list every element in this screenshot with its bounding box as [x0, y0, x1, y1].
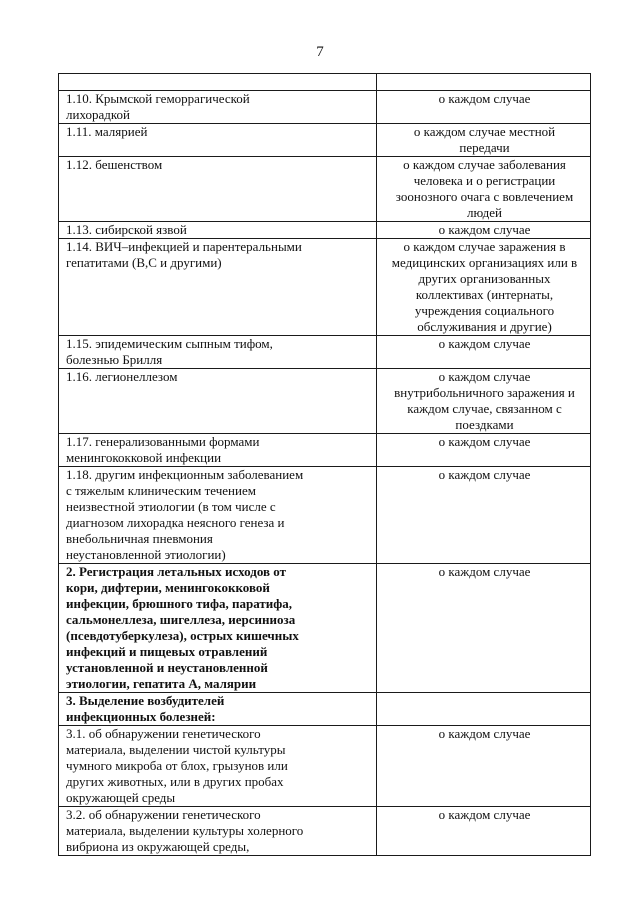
- row-item-text: 1.17. генерализованными формами менингококковой инфекции: [66, 434, 260, 465]
- page-number: 7: [316, 44, 324, 60]
- row-item-cell: [59, 222, 377, 239]
- row-item-cell: [59, 157, 377, 222]
- row-item-cell: [59, 564, 377, 693]
- row-condition-cell: [377, 336, 591, 369]
- row-condition-text: о каждом случае: [438, 564, 531, 579]
- row-item-cell: [59, 726, 377, 807]
- row-item-text: 1.15. эпидемическим сыпным тифом, болезнью Брилля: [66, 336, 273, 367]
- row-condition-text: о каждом случае: [438, 222, 531, 237]
- row-condition-cell: [377, 369, 591, 434]
- row-item-text: 2. Регистрация летальных исходов от кори, дифтерии, менингококковой инфекции, брюшного тифа, паратифа, сальмонеллеза, шигеллеза, иерсиниоза (псевдотуберкулеза), острых кишечных инфекций и пищевых отравлений установленной и неустановленной этиологии, гепатита А, малярии: [66, 564, 299, 691]
- row-condition-cell: [377, 564, 591, 693]
- row-condition-text: о каждом случае: [438, 467, 531, 482]
- row-item-text: 1.16. легионеллезом: [66, 369, 178, 384]
- table-row: [59, 693, 591, 726]
- row-condition-cell: [377, 239, 591, 336]
- row-condition-text: о каждом случае заболевания человека и о регистрации зоонозного очага с вовлечением людей: [395, 157, 574, 220]
- row-condition-cell: [377, 693, 591, 726]
- table-header-row: [59, 74, 591, 91]
- header-cell-right: [377, 74, 591, 91]
- row-condition-text: о каждом случае заражения в медицинских организациях или в других организованных коллективах (интернаты, учреждения социального обслуживания и другие): [391, 239, 578, 334]
- table-row: [59, 157, 591, 222]
- row-item-cell: [59, 434, 377, 467]
- row-condition-cell: [377, 91, 591, 124]
- row-condition-cell: [377, 467, 591, 564]
- table-row: [59, 222, 591, 239]
- table-row: [59, 467, 591, 564]
- row-item-cell: [59, 336, 377, 369]
- table-row: [59, 434, 591, 467]
- row-item-text: 1.14. ВИЧ–инфекцией и парентеральными гепатитами (В,С и другими): [66, 239, 302, 270]
- row-item-text: 3. Выделение возбудителей инфекционных болезней:: [66, 693, 225, 724]
- row-condition-cell: [377, 726, 591, 807]
- table-row: [59, 124, 591, 157]
- reporting-table: [58, 73, 591, 856]
- table-row: [59, 564, 591, 693]
- row-condition-cell: [377, 434, 591, 467]
- row-condition-cell: [377, 124, 591, 157]
- header-cell-left: [59, 74, 377, 91]
- row-condition-text: о каждом случае внутрибольничного заражения и каждом случае, связанном с поездками: [394, 369, 575, 432]
- row-condition-cell: [377, 807, 591, 856]
- row-item-text: 1.18. другим инфекционным заболеванием с тяжелым клиническим течением неизвестной этиологии (в том числе с диагнозом лихорадка неясного генеза и внебольничная пневмония неустановленной этиологии): [66, 467, 304, 562]
- row-item-cell: [59, 807, 377, 856]
- row-condition-text: о каждом случае: [438, 726, 531, 741]
- table-row: [59, 336, 591, 369]
- row-condition-cell: [377, 222, 591, 239]
- table-row: [59, 239, 591, 336]
- row-item-text: 1.12. бешенством: [66, 157, 163, 172]
- table-row: [59, 369, 591, 434]
- row-item-cell: [59, 693, 377, 726]
- table-row: [59, 91, 591, 124]
- row-item-text: 1.13. сибирской язвой: [66, 222, 187, 237]
- row-condition-text: о каждом случае: [438, 434, 531, 449]
- row-item-cell: [59, 239, 377, 336]
- row-condition-text: о каждом случае: [438, 91, 531, 106]
- row-condition-text: о каждом случае: [438, 807, 531, 822]
- row-item-cell: [59, 467, 377, 564]
- table-row: [59, 726, 591, 807]
- row-item-text: 1.11. малярией: [66, 124, 148, 139]
- row-condition-cell: [377, 157, 591, 222]
- row-item-cell: [59, 91, 377, 124]
- row-condition-text: о каждом случае: [438, 336, 531, 351]
- row-item-cell: [59, 369, 377, 434]
- row-item-text: 1.10. Крымской геморрагической лихорадкой: [66, 91, 250, 122]
- row-item-text: 3.1. об обнаружении генетического материала, выделении чистой культуры чумного микроба от блох, грызунов или других животных, или в других пробах окружающей среды: [66, 726, 288, 805]
- row-condition-text: о каждом случае местной передачи: [413, 124, 556, 155]
- row-item-text: 3.2. об обнаружении генетического материала, выделении культуры холерного вибриона из окружающей среды,: [66, 807, 304, 854]
- table-row: [59, 807, 591, 856]
- row-item-cell: [59, 124, 377, 157]
